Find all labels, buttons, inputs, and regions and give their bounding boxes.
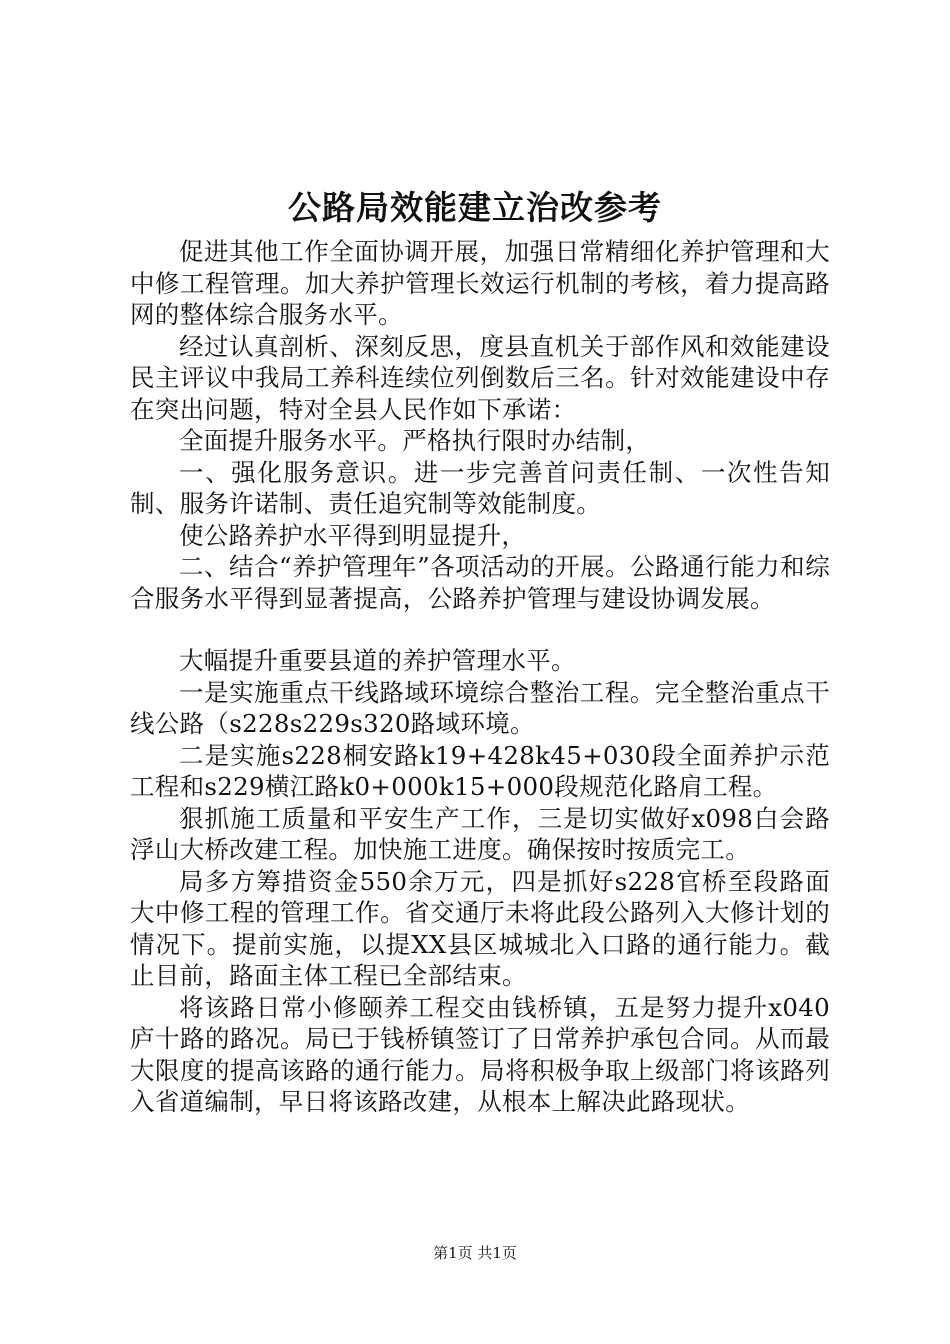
document-title: 公路局效能建立治改参考 (288, 188, 662, 227)
paragraph-spacer (130, 614, 830, 645)
paragraph: 将该路日常小修颐养工程交由钱桥镇，五是努力提升x040庐十路的路况。局已于钱桥镇签订了日常养护承包合同。从而最大限度的提高该路的通行能力。局将积极争取上级部门将该路列入省道编制，早日将该路改建，从根本上解决此路现状。 (130, 992, 830, 1116)
paragraph: 二是实施s228桐安路k19+428k45+030段全面养护示范工程和s229横江路k0+000k15+000段规范化路肩工程。 (130, 740, 830, 801)
paragraph: 狠抓施工质量和平安生产工作，三是切实做好x098白会路浮山大桥改建工程。加快施工进度。确保按时按质完工。 (130, 803, 830, 864)
paragraph: 一、强化服务意识。进一步完善首问责任制、一次性告知制、服务许诺制、责任追究制等效能制度。 (130, 457, 830, 518)
paragraph: 二、结合“养护管理年”各项活动的开展。公路通行能力和综合服务水平得到显著提高，公路养护管理与建设协调发展。 (130, 552, 830, 613)
document-body (130, 236, 830, 1118)
paragraph: 全面提升服务水平。严格执行限时办结制， (179, 426, 651, 455)
page-footer: 第1页 共1页 (433, 1244, 517, 1262)
paragraph: 局多方筹措资金550余万元，四是抓好s228官桥至段路面大中修工程的管理工作。省交通厅未将此段公路列入大修计划的情况下。提前实施，以提XX县区城城北入口路的通行能力。截止目前，路面主体工程已全部结束。 (130, 866, 830, 990)
paragraph: 一是实施重点干线路域环境综合整治工程。完全整治重点干线公路（s228s229s320路域环境。 (130, 677, 830, 738)
paragraph: 促进其他工作全面协调开展，加强日常精细化养护管理和大中修工程管理。加大养护管理长效运行机制的考核，着力提高路网的整体综合服务水平。 (130, 237, 830, 329)
paragraph: 大幅提升重要县道的养护管理水平。 (179, 646, 576, 675)
paragraph: 使公路养护水平得到明显提升， (179, 520, 527, 550)
paragraph: 经过认真剖析、深刻反思，度县直机关于部作风和效能建设民主评议中我局工养科连续位列倒数后三名。针对效能建设中存在突出问题，特对全县人民作如下承诺： (130, 331, 830, 424)
